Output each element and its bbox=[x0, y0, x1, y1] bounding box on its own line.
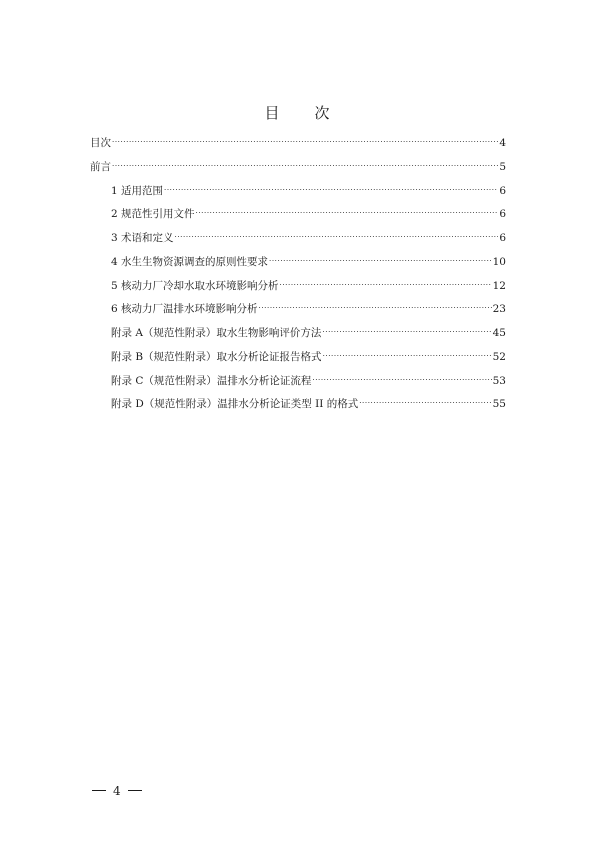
toc-entry-label: 2 规范性引用文件 bbox=[111, 208, 195, 220]
toc-entry-page: 5 bbox=[499, 161, 506, 173]
toc-leader-dots bbox=[280, 275, 492, 289]
toc-entry-label: 3 术语和定义 bbox=[111, 232, 174, 244]
footer-page-number: 4 bbox=[113, 784, 121, 798]
toc-entry[interactable] bbox=[111, 251, 506, 268]
toc-entry-page: 45 bbox=[492, 327, 506, 339]
toc-entry[interactable] bbox=[90, 156, 506, 173]
toc-entry[interactable] bbox=[111, 298, 506, 315]
toc-entry-page: 23 bbox=[492, 303, 506, 315]
toc-entry-label: 目次 bbox=[90, 137, 111, 149]
toc-entry-label: 4 水生生物资源调查的原则性要求 bbox=[111, 256, 269, 268]
toc-entry-label: 附录 D（规范性附录）温排水分析论证类型 II 的格式 bbox=[111, 398, 359, 410]
toc-entry-page: 4 bbox=[499, 137, 506, 149]
footer-dash-left bbox=[92, 790, 106, 791]
toc-entry-label: 1 适用范围 bbox=[111, 185, 164, 197]
page-footer bbox=[92, 784, 142, 798]
toc-leader-dots bbox=[164, 180, 498, 194]
toc-entry-label: 附录 B（规范性附录）取水分析论证报告格式 bbox=[111, 351, 322, 363]
toc-leader-dots bbox=[175, 227, 499, 241]
toc-leader-dots bbox=[359, 393, 491, 407]
toc-entry[interactable] bbox=[111, 203, 506, 220]
toc-leader-dots bbox=[269, 251, 492, 265]
toc-entry-page: 6 bbox=[499, 185, 506, 197]
toc-leader-dots bbox=[196, 203, 499, 217]
toc-entry-page: 52 bbox=[492, 351, 506, 363]
toc-entry[interactable] bbox=[111, 227, 506, 244]
toc-leader-dots bbox=[312, 370, 491, 384]
toc-entry-page: 12 bbox=[492, 280, 506, 292]
toc-entry-label: 6 核动力厂温排水环境影响分析 bbox=[111, 303, 258, 315]
toc-leader-dots bbox=[322, 322, 491, 336]
toc-entry-page: 53 bbox=[492, 375, 506, 387]
toc-entry-page: 55 bbox=[492, 398, 506, 410]
title-char-2: 次 bbox=[314, 104, 331, 122]
footer-dash-right bbox=[128, 790, 142, 791]
toc-leader-dots bbox=[323, 346, 492, 360]
toc-entry-page: 10 bbox=[492, 256, 506, 268]
toc-leader-dots bbox=[112, 132, 498, 146]
toc-leader-dots bbox=[112, 156, 498, 170]
toc-entry[interactable] bbox=[111, 393, 506, 410]
title-char-1: 目 bbox=[264, 104, 281, 122]
toc-entry-label: 附录 C（规范性附录）温排水分析论证流程 bbox=[111, 375, 312, 387]
toc-entry[interactable] bbox=[111, 346, 506, 363]
page-title bbox=[0, 102, 595, 123]
toc-entry-label: 5 核动力厂冷却水取水环境影响分析 bbox=[111, 280, 279, 292]
toc-entry[interactable] bbox=[111, 275, 506, 292]
toc-entry-label: 附录 A（规范性附录）取水生物影响评价方法 bbox=[111, 327, 322, 339]
toc-entry-page: 6 bbox=[499, 232, 506, 244]
toc-entry[interactable] bbox=[111, 322, 506, 339]
toc-entry[interactable] bbox=[90, 132, 506, 149]
toc-entry[interactable] bbox=[111, 180, 506, 197]
toc-entry-page: 6 bbox=[499, 208, 506, 220]
toc-leader-dots bbox=[259, 298, 492, 312]
toc-entry-label: 前言 bbox=[90, 161, 111, 173]
toc-entry[interactable] bbox=[111, 370, 506, 387]
